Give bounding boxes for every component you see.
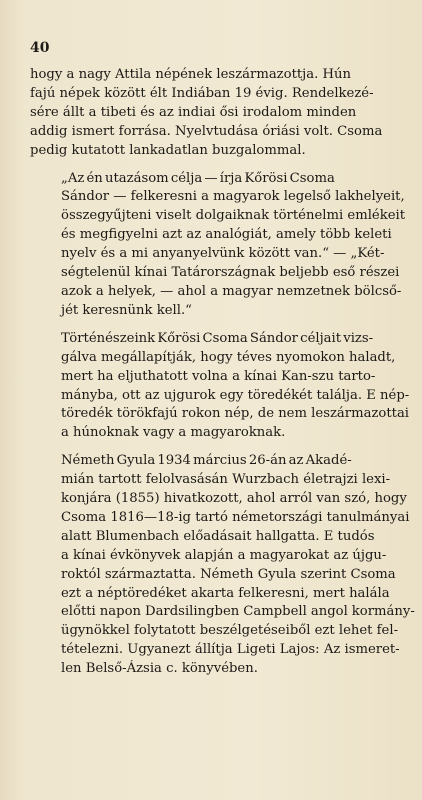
text-line: roktól származtatta. Németh Gyula szerint Csoma [61,566,396,582]
text-line: Történészeink Kőrösi Csoma Sándor céljait vizs- [61,330,374,346]
text-line: a húnoknak vagy a magyaroknak. [61,425,286,441]
text-line: len Belső-Ázsia c. könyvében. [61,661,258,677]
text-line: gálva megállapítják, hogy téves nyomokon haladt, [61,349,396,365]
text-line: ügynökkel folytatott beszélgetéseiből ezt lehet fel- [61,623,399,639]
paragraph [30,66,415,161]
text-line: töredék törökfajú rokon nép, de nem leszármazottai [61,406,410,422]
body-text [30,66,415,679]
text-line: ezt a néptöredéket akarta felkeresni, mert halála [61,585,390,601]
paragraph [30,330,415,443]
text-line: alatt Blumenbach előadásait hallgatta. E tudós [61,528,375,544]
text-line: konjára (1855) hivatkozott, ahol arról van szó, hogy [61,491,407,507]
text-line: ségtelenül kínai Tatárországnak beljebb eső részei [61,265,400,281]
text-line: addig ismert forrása. Nyelvtudása óriási volt. Csoma [30,123,383,139]
text-line: és megfigyelni azt az analógiát, amely több keleti [61,227,392,243]
text-line: hogy a nagy Attila népének leszármazottja. Hún [30,67,351,82]
text-line: mert ha eljuthatott volna a kínai Kan-szu tarto- [61,368,376,384]
text-line: mányba, ott az ujgurok egy töredékét találja. E nép- [61,387,410,403]
text-line: jét keresnünk kell.“ [61,302,192,318]
text-line: tételezni. Ugyanezt állítja Ligeti Lajos: Az ismeret- [61,642,400,658]
text-line: Csoma 1816—18-ig tartó németországi tanulmányai [61,509,410,525]
paragraph [30,452,415,679]
text-line: sére állt a tibeti és az indiai ősi irodalom minden [30,104,357,120]
text-line: előtti napon Dardsilingben Campbell angol kormány- [61,604,415,620]
text-line: pedig kutatott lankadatlan buzgalommal. [30,142,306,158]
text-line: fajú népek között élt Indiában 19 évig. Rendelkezé- [30,85,374,101]
text-line: Sándor — felkeresni a magyarok legelső lakhelyeit, [61,189,405,205]
text-line: a kínai évkönyvek alapján a magyarokat az újgu- [61,547,387,563]
text-line: nyelv és a mi anyanyelvünk között van.“ — „Két- [61,246,385,262]
text-line: mián tartott felolvasásán Wurzbach életrajzi lexi- [61,472,391,488]
paragraph [30,170,415,321]
text-line: Németh Gyula 1934 március 26-án az Akadé- [61,453,352,469]
text-line: azok a helyek, — ahol a magyar nemzetnek bölcső- [61,283,402,299]
text-line: „Az én utazásom célja — írja Kőrösi Csoma [61,170,335,186]
text-line: összegyűjteni viselt dolgaiknak történelmi emlékeit [61,208,406,224]
page-number: 40 [30,40,50,56]
